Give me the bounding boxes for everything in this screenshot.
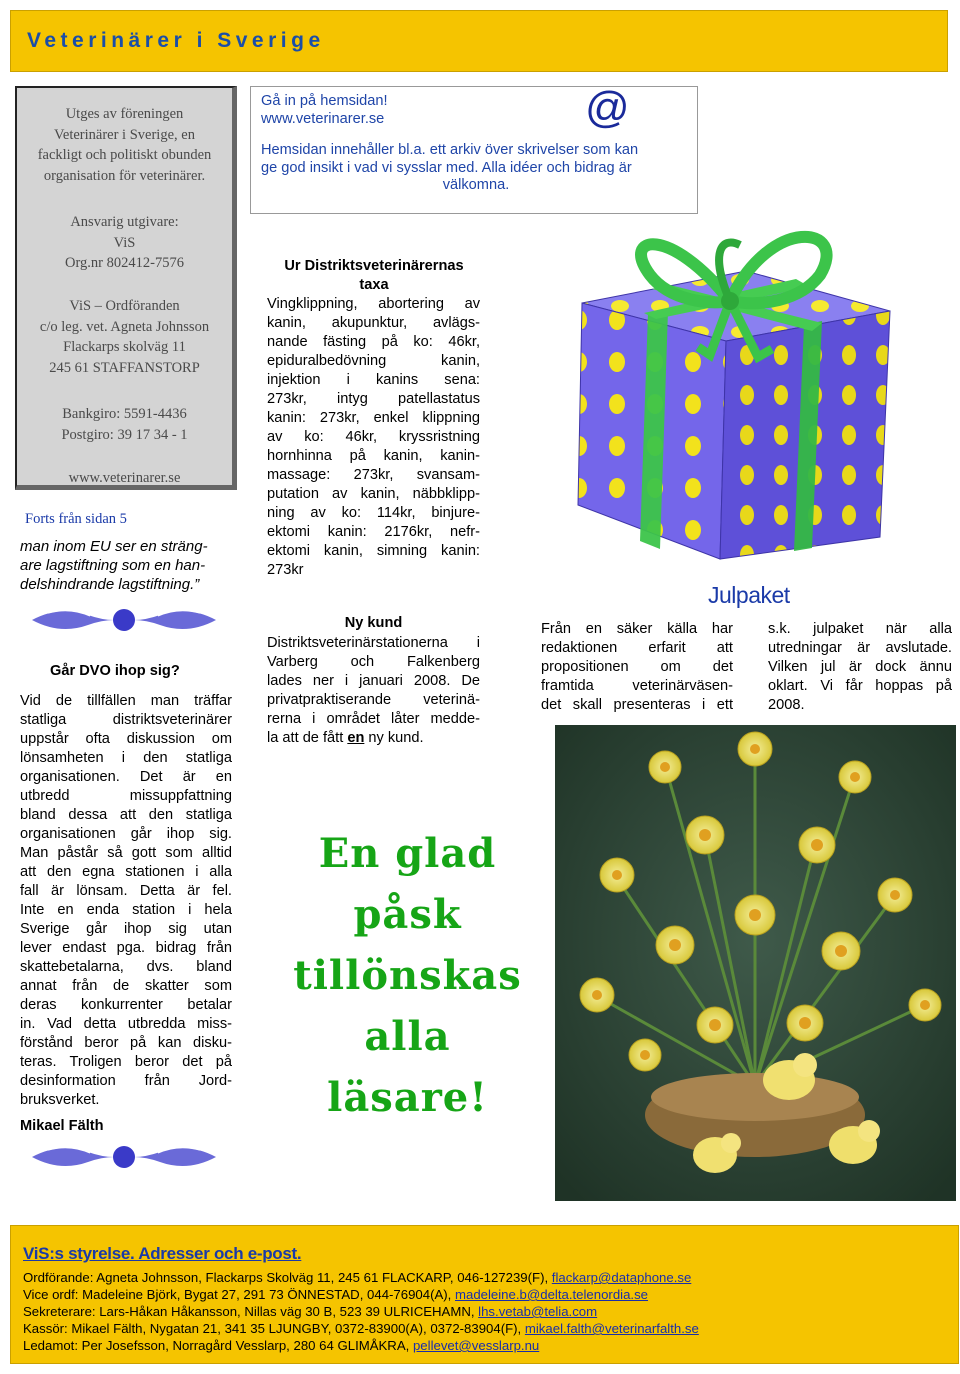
text-line: deras konkurrenter betalar	[20, 997, 232, 1013]
continued-text	[20, 537, 235, 594]
emphasis-word: en	[347, 730, 365, 746]
text-line: rerna i området låter medde-	[267, 711, 480, 727]
text-line: organisationen. Det är en	[20, 769, 232, 785]
article-title: Går DVO ihop sig?	[50, 663, 180, 679]
info-line: Postgiro: 39 17 34 - 1	[61, 426, 188, 443]
greeting-line: påsk	[353, 891, 462, 938]
greeting-line: alla	[364, 1013, 451, 1060]
text-line: organisationen går ihop sig.	[20, 826, 232, 842]
text-line: annat från de skatter som	[20, 978, 232, 994]
text-line: 273kr, intyg patellastatus	[267, 391, 480, 407]
text-line: Vid de tillfällen man träffar	[20, 693, 232, 709]
email-link[interactable]: pellevet@vesslarp.nu	[412, 1338, 540, 1353]
text-line: redaktionen erfarit att	[541, 640, 733, 656]
website-description	[261, 142, 691, 195]
contact-row	[23, 1338, 539, 1353]
nykund-title: Ny kund	[344, 615, 403, 631]
easter-flowers-photo	[555, 725, 956, 1201]
julpaket-text-col2	[768, 620, 952, 715]
email-link[interactable]: flackarp@dataphone.se	[551, 1270, 692, 1285]
text-line: 2008.	[768, 697, 805, 713]
info-line: ViS – Ordföranden	[69, 298, 180, 314]
info-website[interactable]: www.veterinarer.se	[68, 470, 181, 486]
contact-text: Kassör: Mikael Fälth, Nygatan 21, 341 35 LJUNGBY, 0372-83900(A), 0372-83904(F),	[23, 1321, 525, 1336]
text-line: fall är lönsam. Detta är fel.	[20, 883, 232, 899]
email-link[interactable]: lhs.vetab@telia.com	[478, 1304, 598, 1319]
text-line: massage: 273kr, svansam-	[267, 467, 480, 483]
website-box	[250, 83, 698, 214]
text-line: desinformation från Jord-	[20, 1073, 232, 1089]
text-line: förstånd beror på kan disku-	[20, 1035, 232, 1051]
text-line: Sverige går ihop sig utan	[20, 921, 232, 937]
text-line: utbredd missuppfattning	[20, 788, 232, 804]
text-line: Ur Distriktsveterinärernas	[284, 258, 464, 274]
text-line: Från en säker källa har	[541, 621, 733, 637]
text-line: man inom EU ser en sträng-	[20, 538, 208, 555]
text-line: oklart. Vi får hoppas på	[768, 678, 952, 694]
text-line: Hemsidan innehåller bl.a. ett arkiv över skrivelser som kan	[261, 142, 639, 158]
text-line: lever endast pga. bidrag från	[20, 940, 232, 956]
info-line: Flackarps skolväg 11	[63, 339, 186, 355]
greeting-line: tillönskas	[293, 952, 522, 999]
text-line: epiduralbedövning kanin,	[267, 353, 480, 369]
text-line: 273kr	[267, 562, 304, 578]
info-line: ViS	[113, 234, 136, 251]
text-line: Distriktsveterinärstationerna i	[267, 635, 480, 651]
text-line: Man påstår så gott som alltid	[20, 845, 232, 861]
contact-text: Sekreterare: Lars-Håkan Håkansson, Nillas väg 30 B, 523 39 ULRICEHAMN,	[23, 1304, 479, 1319]
gift-box-illustration	[560, 215, 956, 571]
info-line: organisation för veterinärer.	[43, 167, 206, 184]
text-line: det skall presenteras i ett	[541, 697, 733, 713]
info-line: fackligt och politiskt obunden	[37, 147, 212, 163]
text-line: Vilken jul är dock ännu	[768, 659, 952, 675]
text-line: ge god insikt i vad vi sysslar med. Alla idéer och bidrag är	[261, 159, 632, 176]
publisher-info-box	[15, 86, 237, 490]
text-line: in. Vad detta utbredda miss-	[20, 1016, 232, 1032]
info-line: c/o leg. vet. Agneta Johnsson	[39, 318, 210, 335]
page-header	[10, 10, 948, 72]
payment-info	[17, 404, 232, 445]
text-line: att den egna stationen i alla	[20, 864, 232, 880]
greeting-line: En glad	[318, 830, 497, 877]
text-part: la att de fått	[267, 730, 348, 746]
text-line: lönsamheten i den statliga	[20, 750, 232, 766]
text-line: bruksverket.	[20, 1092, 100, 1108]
newsletter-title: Veterinärer i Sverige	[27, 29, 325, 52]
article-body	[20, 692, 232, 1110]
ornament-divider-icon	[30, 1140, 218, 1174]
text-line: ning av ko: 114kr, binjure-	[267, 505, 480, 521]
text-line: ektomi kanin, simning kanin:	[267, 543, 480, 559]
text-line: taxa	[359, 277, 389, 293]
text-line: are lagstiftning som en han-	[20, 557, 206, 574]
text-line: utredningar är avslutade.	[768, 640, 952, 656]
text-line: lades ner i januari 2008. De	[267, 673, 480, 689]
ornament-divider-icon	[30, 603, 218, 637]
text-line: välkomna.	[442, 177, 510, 193]
text-line: Varberg och Falkenberg	[267, 654, 480, 670]
email-link[interactable]: madeleine.b@delta.telenordia.se	[455, 1287, 649, 1302]
contact-row	[23, 1321, 699, 1336]
nykund-text	[267, 634, 480, 729]
text-line: teras. Troligen beror det på	[20, 1054, 232, 1070]
info-line: Utges av föreningen	[65, 106, 184, 122]
info-line: Ansvarig utgivare:	[70, 214, 179, 230]
julpaket-title: Julpaket	[708, 582, 790, 608]
text-line: putation av kanin, näbbklipp-	[267, 486, 480, 502]
text-line: s.k. julpaket när alla	[768, 621, 952, 637]
text-line: injektion i kanins sena:	[267, 372, 480, 388]
text-line: nande fästing på ko: 46kr,	[267, 334, 480, 350]
contact-row	[23, 1287, 648, 1302]
info-line: Bankgiro: 5591-4436	[62, 406, 187, 422]
text-line: av ko: 46kr, kryssristning	[267, 429, 480, 445]
contact-text: Ledamot: Per Josefsson, Norragård Vesslarp, 280 64 GLIMÅKRA,	[23, 1338, 413, 1353]
nykund-last-line	[267, 729, 424, 748]
text-line: Inte en enda station i hela	[20, 902, 232, 918]
email-link[interactable]: mikael.falth@veterinarfalth.se	[524, 1321, 699, 1336]
info-line: 245 61 STAFFANSTORP	[49, 359, 200, 376]
chair-address	[17, 296, 232, 378]
taxa-text	[267, 295, 480, 580]
contact-row	[23, 1304, 597, 1319]
taxa-title	[258, 257, 490, 295]
contact-text: Vice ordf: Madeleine Björk, Bygat 27, 291 73 ÖNNESTAD, 044-76904(A),	[23, 1287, 455, 1302]
greeting-line: läsare!	[327, 1074, 488, 1121]
easter-greeting	[255, 823, 560, 1128]
text-line: framtida veterinärväsen-	[541, 678, 733, 694]
text-line: skattebetalarna, dvs. bland	[20, 959, 232, 975]
footer-title: ViS:s styrelse. Adresser och e-post.	[23, 1244, 302, 1263]
responsible-publisher	[17, 212, 232, 274]
text-line: propositionen om det	[541, 659, 733, 675]
publisher-info	[17, 104, 232, 186]
article-author: Mikael Fälth	[20, 1118, 104, 1134]
contact-row	[23, 1270, 691, 1285]
at-sign-icon: @	[585, 83, 630, 132]
text-line: statliga distriktsveterinärer	[20, 712, 232, 728]
text-line: kanin: 273kr, enkel klippning	[267, 410, 480, 426]
text-line: kanin, akupunktur, avlägs-	[267, 315, 480, 331]
website-link[interactable]: www.veterinarer.se	[261, 111, 385, 127]
info-line: Org.nr 802412-7576	[65, 255, 184, 271]
text-line: ektomi kanin: 2176kr, nefr-	[267, 524, 480, 540]
text-line: uppstår ofta diskussion om	[20, 731, 232, 747]
text-line: hornhinna på kanin, kanin-	[267, 448, 480, 464]
text-line: delshindrande lagstiftning.”	[20, 576, 200, 593]
board-contacts-footer	[10, 1225, 959, 1364]
text-part: ny kund.	[364, 730, 424, 746]
text-line: privatpraktiserande veterinä-	[267, 692, 480, 708]
julpaket-text-col1	[541, 620, 733, 715]
contact-text: Ordförande: Agneta Johnsson, Flackarps Skolväg 11, 245 61 FLACKARP, 046-127239(F),	[23, 1270, 552, 1285]
text-line: Vingklippning, abortering av	[267, 296, 480, 312]
continued-label: Forts från sidan 5	[25, 511, 127, 527]
info-line: Veterinärer i Sverige, en	[54, 126, 195, 143]
text-line: bland dessa att den statliga	[20, 807, 232, 823]
website-cta: Gå in på hemsidan!	[261, 93, 388, 109]
